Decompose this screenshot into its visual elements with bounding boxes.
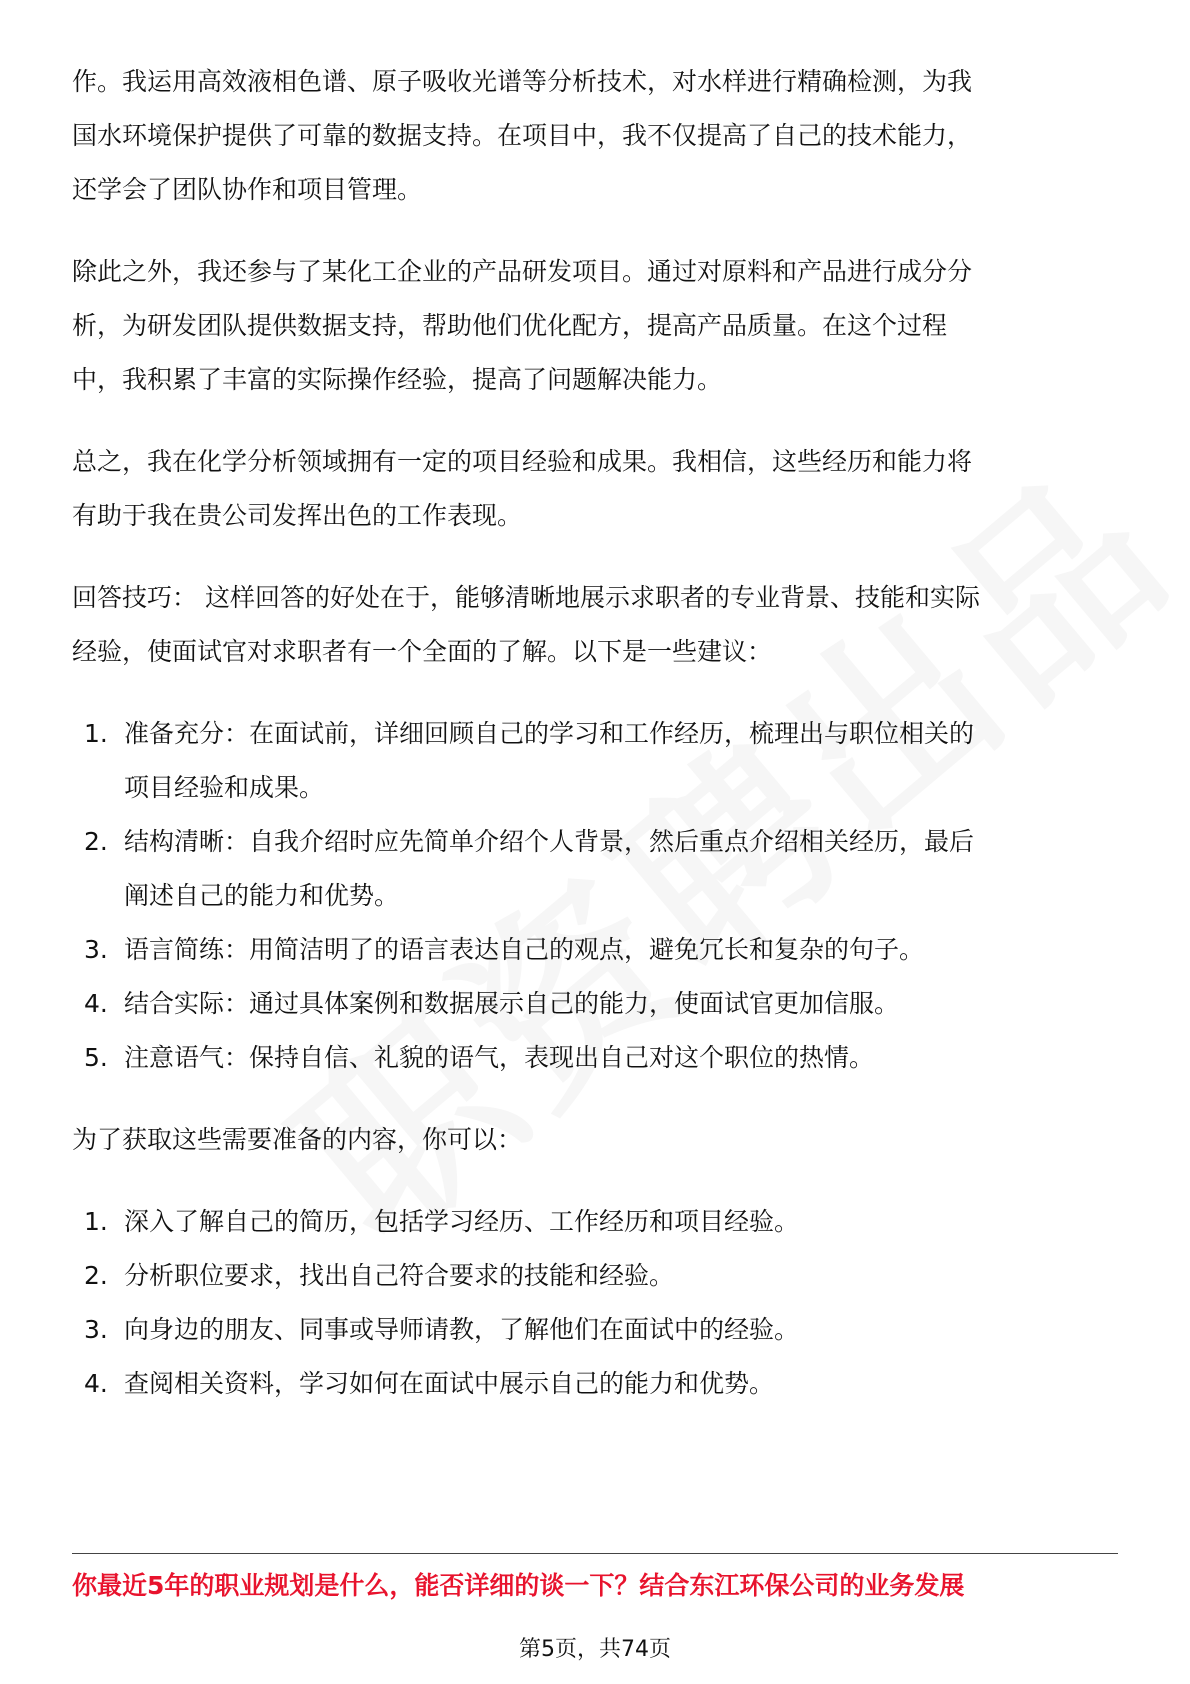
tips-list xyxy=(72,707,1122,1085)
list-item xyxy=(72,707,1122,815)
text-line: 语言简练：用简洁明了的语言表达自己的观点，避免冗长和复杂的句子。 xyxy=(124,935,925,964)
document-body xyxy=(72,55,1122,1411)
text-line: 还学会了团队协作和项目管理。 xyxy=(72,175,423,204)
list-number: 1. xyxy=(84,719,108,748)
text-line: 作。我运用高效液相色谱、原子吸收光谱等分析技术，对水样进行精确检测，为我 xyxy=(72,67,973,96)
list-item xyxy=(72,923,1122,977)
text-line: 项目经验和成果。 xyxy=(124,773,325,802)
list-item xyxy=(72,977,1122,1031)
paragraph-answer-tips xyxy=(72,571,1122,679)
prep-list xyxy=(72,1195,1122,1411)
text-line: 结构清晰：自我介绍时应先简单介绍个人背景，然后重点介绍相关经历，最后 xyxy=(124,827,975,856)
section-divider xyxy=(72,1553,1118,1554)
list-item xyxy=(72,1195,1122,1249)
paragraph-summary xyxy=(72,435,1122,543)
list-number: 5. xyxy=(84,1043,108,1072)
text-line: 有助于我在贵公司发挥出色的工作表现。 xyxy=(72,501,523,530)
prep-intro: 为了获取这些需要准备的内容，你可以： xyxy=(72,1125,523,1154)
paragraph-project-water xyxy=(72,55,1122,217)
paragraph-project-chemical xyxy=(72,245,1122,407)
list-text: 深入了解自己的简历，包括学习经历、工作经历和项目经验。 xyxy=(124,1207,800,1236)
text-line: 阐述自己的能力和优势。 xyxy=(124,881,400,910)
text-line: 结合实际：通过具体案例和数据展示自己的能力，使面试官更加信服。 xyxy=(124,989,900,1018)
list-number: 4. xyxy=(84,1369,108,1398)
text-line: 经验，使面试官对求职者有一个全面的了解。以下是一些建议： xyxy=(72,637,773,666)
text-line: 注意语气：保持自信、礼貌的语气，表现出自己对这个职位的热情。 xyxy=(124,1043,875,1072)
next-question-heading: 你最近5年的职业规划是什么，能否详细的谈一下？结合东江环保公司的业务发展 xyxy=(72,1571,965,1600)
list-item xyxy=(72,815,1122,923)
list-text: 向身边的朋友、同事或导师请教，了解他们在面试中的经验。 xyxy=(124,1315,800,1344)
list-item xyxy=(72,1357,1122,1411)
list-number: 2. xyxy=(84,827,108,856)
list-number: 3. xyxy=(84,935,108,964)
text-line: 国水环境保护提供了可靠的数据支持。在项目中，我不仅提高了自己的技术能力， xyxy=(72,121,973,150)
text-line: 析，为研发团队提供数据支持，帮助他们优化配方，提高产品质量。在这个过程 xyxy=(72,311,948,340)
text-line: 总之，我在化学分析领域拥有一定的项目经验和成果。我相信，这些经历和能力将 xyxy=(72,447,973,476)
text-line: 回答技巧： 这样回答的好处在于，能够清晰地展示求职者的专业背景、技能和实际 xyxy=(72,583,980,612)
text-line: 除此之外，我还参与了某化工企业的产品研发项目。通过对原料和产品进行成分分 xyxy=(72,257,973,286)
text-line: 中，我积累了丰富的实际操作经验，提高了问题解决能力。 xyxy=(72,365,723,394)
list-text: 查阅相关资料，学习如何在面试中展示自己的能力和优势。 xyxy=(124,1369,775,1398)
list-number: 2. xyxy=(84,1261,108,1290)
list-item xyxy=(72,1303,1122,1357)
list-number: 3. xyxy=(84,1315,108,1344)
text-line: 准备充分：在面试前，详细回顾自己的学习和工作经历，梳理出与职位相关的 xyxy=(124,719,975,748)
list-number: 1. xyxy=(84,1207,108,1236)
list-item xyxy=(72,1031,1122,1085)
list-item xyxy=(72,1249,1122,1303)
list-text: 分析职位要求，找出自己符合要求的技能和经验。 xyxy=(124,1261,675,1290)
page-number: 第5页，共74页 xyxy=(519,1637,671,1662)
list-number: 4. xyxy=(84,989,108,1018)
